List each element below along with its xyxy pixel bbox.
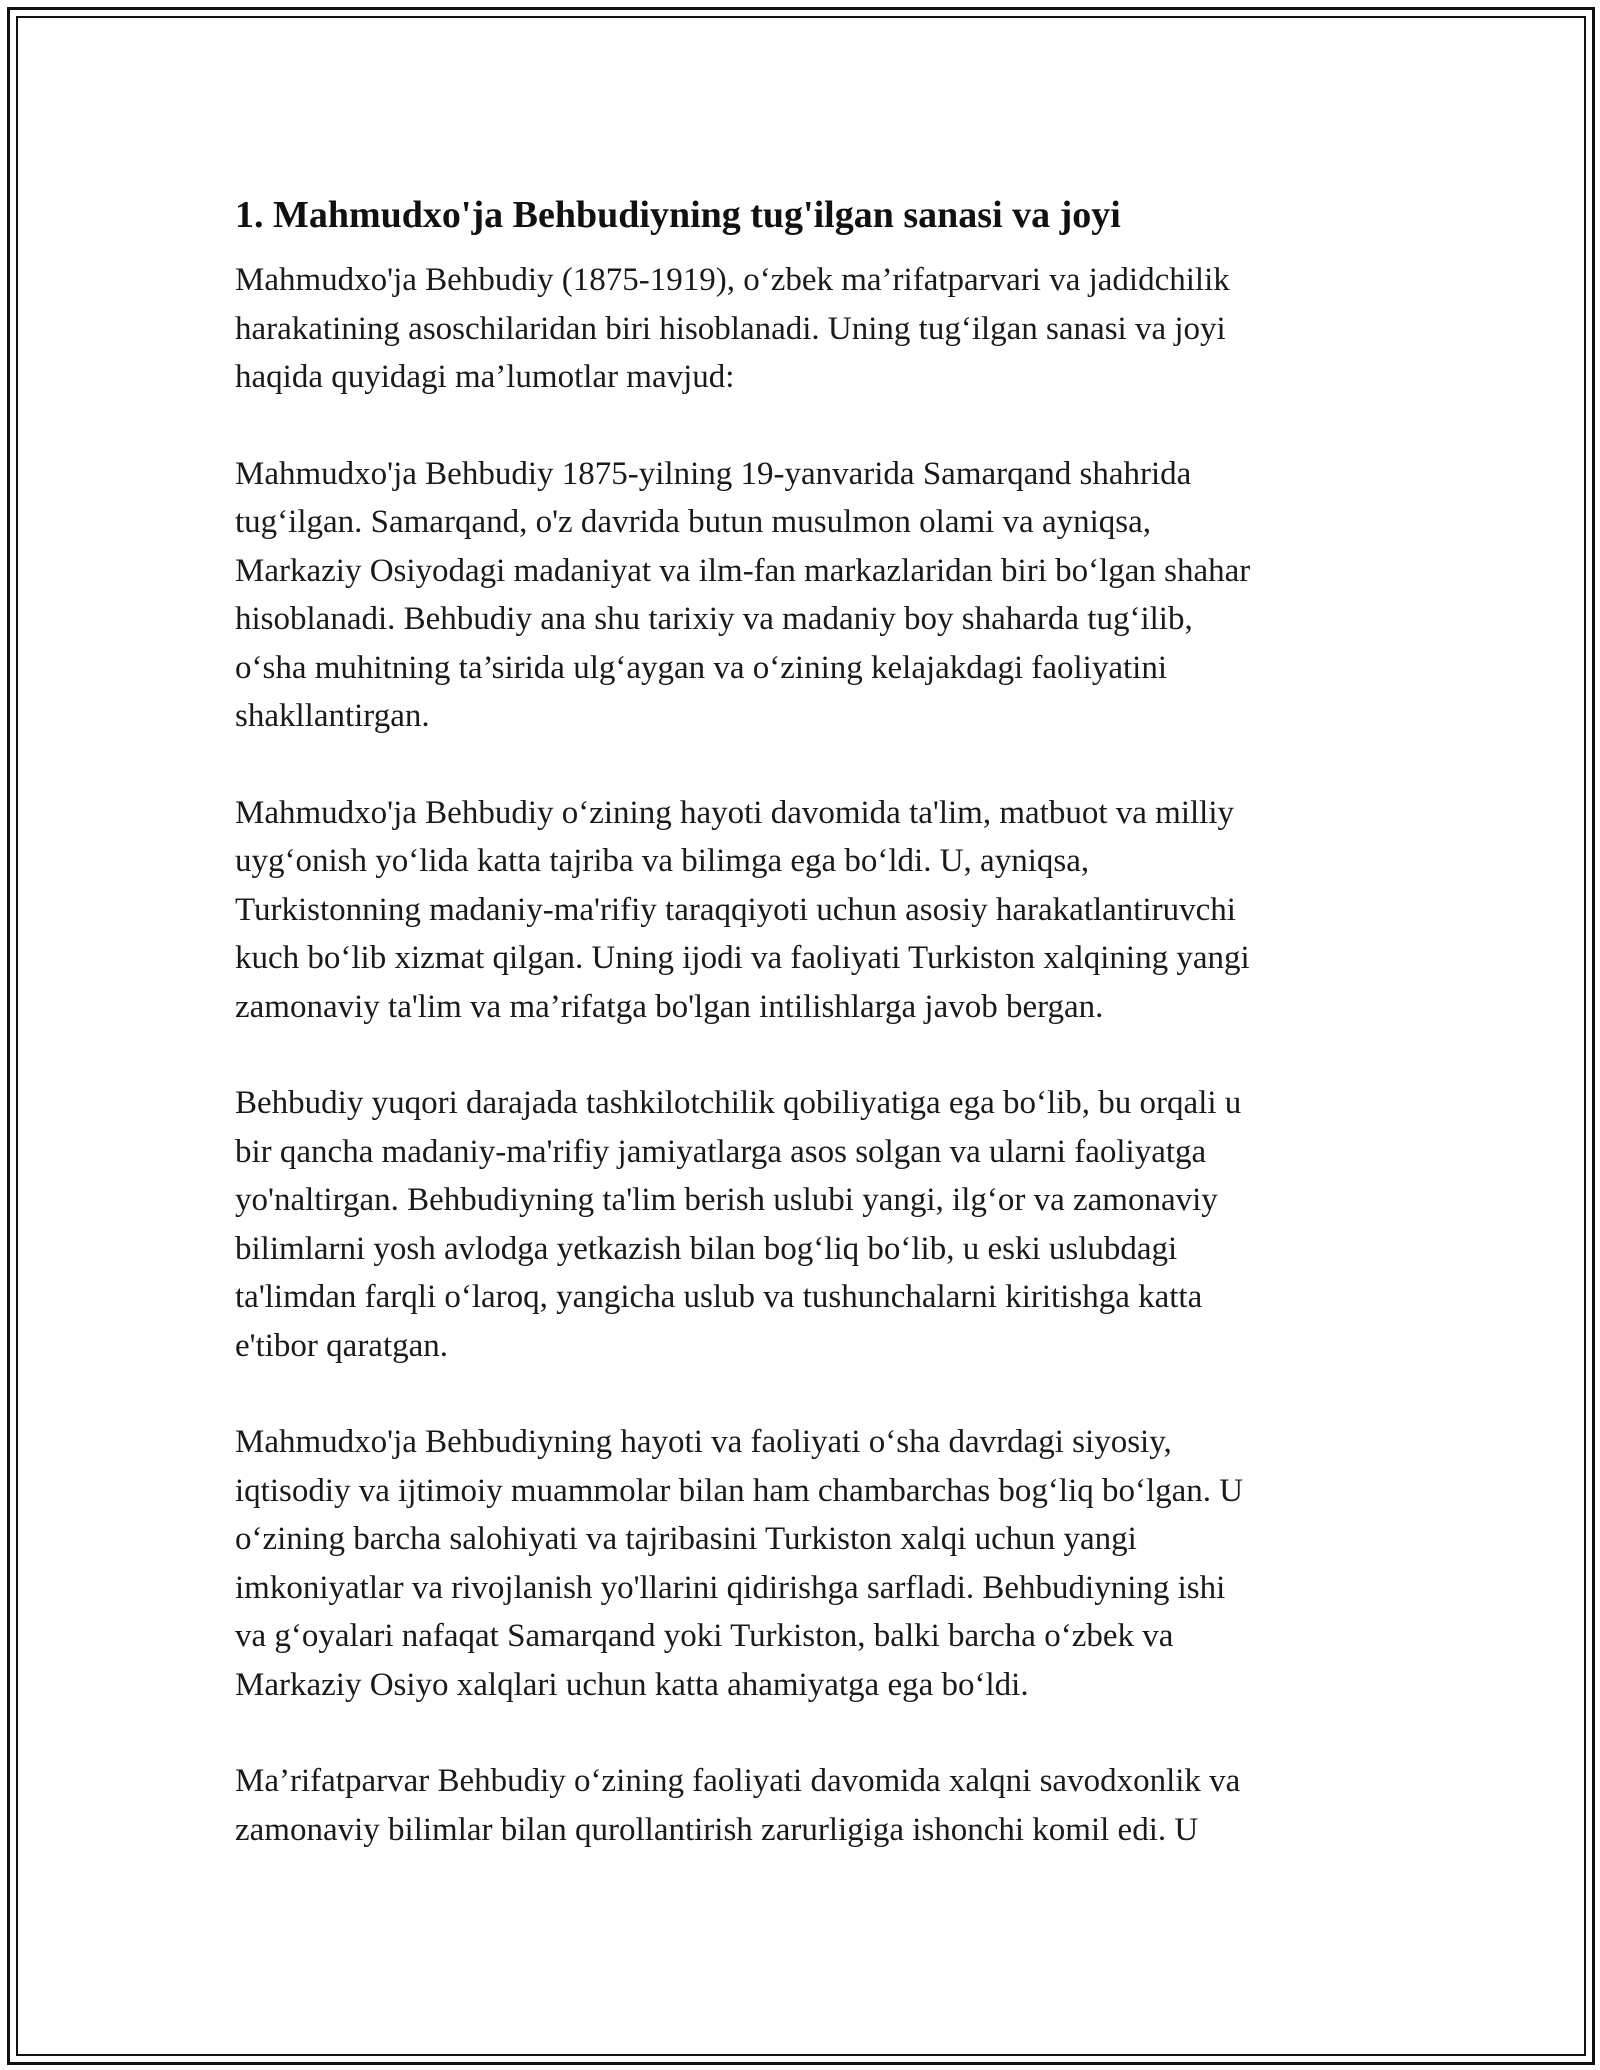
paragraph-line: hisoblanadi. Behbudiy ana shu tarixiy va madaniy boy shaharda tug‘ilib, [235, 601, 1193, 637]
paragraph-4 [235, 1079, 1375, 1370]
paragraph-line: Mahmudxo'ja Behbudiyning hayoti va faoliyati o‘sha davrdagi siyosiy, [235, 1424, 1172, 1460]
paragraph-line: zamonaviy ta'lim va ma’rifatga bo'lgan intilishlarga javob bergan. [235, 988, 1104, 1025]
paragraph-3 [235, 789, 1375, 1032]
paragraph-line: zamonaviy bilimlar bilan qurollantirish zarurligiga ishonchi komil edi. U [235, 1811, 1199, 1848]
paragraph-line: Markaziy Osiyo xalqlari uchun katta ahamiyatga ega bo‘ldi. [235, 1666, 1029, 1703]
paragraph-line: o‘sha muhitning ta’sirida ulg‘aygan va o‘zining kelajakdagi faoliyatini [235, 649, 1167, 686]
paragraph-1 [235, 256, 1375, 402]
paragraph-2 [235, 450, 1375, 741]
paragraph-5 [235, 1418, 1375, 1709]
paragraph-line: imkoniyatlar va rivojlanish yo'llarini qidirishga sarfladi. Behbudiyning ishi [235, 1569, 1226, 1606]
section-heading: 1. Mahmudxo'ja Behbudiyning tug'ilgan sanasi va joyi [235, 194, 1121, 236]
document-body [235, 190, 1375, 1902]
paragraph-line: ta'limdan farqli o‘laroq, yangicha uslub va tushunchalarni kiritishga katta [235, 1279, 1203, 1315]
paragraph-line: shakllantirgan. [235, 698, 430, 734]
paragraph-line: Behbudiy yuqori darajada tashkilotchilik qobiliyatiga ega bo‘lib, bu orqali u [235, 1085, 1242, 1121]
paragraph-line: o‘zining barcha salohiyati va tajribasini Turkiston xalqi uchun yangi [235, 1521, 1137, 1557]
paragraph-line: tug‘ilgan. Samarqand, o'z davrida butun musulmon olami va ayniqsa, [235, 504, 1152, 540]
paragraph-line: va g‘oyalari nafaqat Samarqand yoki Turkiston, balki barcha o‘zbek va [235, 1618, 1174, 1654]
paragraph-line: e'tibor qaratgan. [235, 1327, 449, 1364]
paragraph-line: haqida quyidagi ma’lumotlar mavjud: [235, 359, 735, 395]
paragraph-line: Ma’rifatparvar Behbudiy o‘zining faoliyati davomida xalqni savodxonlik va [235, 1763, 1241, 1799]
paragraph-line: Mahmudxo'ja Behbudiy (1875-1919), o‘zbek ma’rifatparvari va jadidchilik [235, 262, 1230, 298]
paragraph-line: bilimlarni yosh avlodga yetkazish bilan bog‘liq bo‘lib, u eski uslubdagi [235, 1230, 1178, 1267]
paragraph-line: kuch bo‘lib xizmat qilgan. Uning ijodi va faoliyati Turkiston xalqining yangi [235, 940, 1250, 976]
paragraph-line: yo'naltirgan. Behbudiyning ta'lim berish uslubi yangi, ilg‘or va zamonaviy [235, 1182, 1218, 1218]
paragraph-6 [235, 1757, 1375, 1854]
paragraph-line: harakatining asoschilaridan biri hisoblanadi. Uning tug‘ilgan sanasi va joyi [235, 310, 1226, 347]
paragraph-line: Mahmudxo'ja Behbudiy 1875-yilning 19-yanvarida Samarqand shahrida [235, 455, 1192, 492]
paragraph-line: bir qancha madaniy-ma'rifiy jamiyatlarga asos solgan va ularni faoliyatga [235, 1133, 1207, 1170]
paragraph-line: uyg‘onish yo‘lida katta tajriba va bilimga ega bo‘ldi. U, ayniqsa, [235, 843, 1090, 879]
paragraph-list [235, 256, 1375, 1854]
paragraph-line: Mahmudxo'ja Behbudiy o‘zining hayoti davomida ta'lim, matbuot va milliy [235, 794, 1234, 831]
paragraph-line: iqtisodiy va ijtimoiy muammolar bilan ham chambarchas bog‘liq bo‘lgan. U [235, 1472, 1244, 1509]
paragraph-line: Markaziy Osiyodagi madaniyat va ilm-fan markazlaridan biri bo‘lgan shahar [235, 552, 1251, 589]
paragraph-line: Turkistonning madaniy-ma'rifiy taraqqiyoti uchun asosiy harakatlantiruvchi [235, 891, 1236, 928]
